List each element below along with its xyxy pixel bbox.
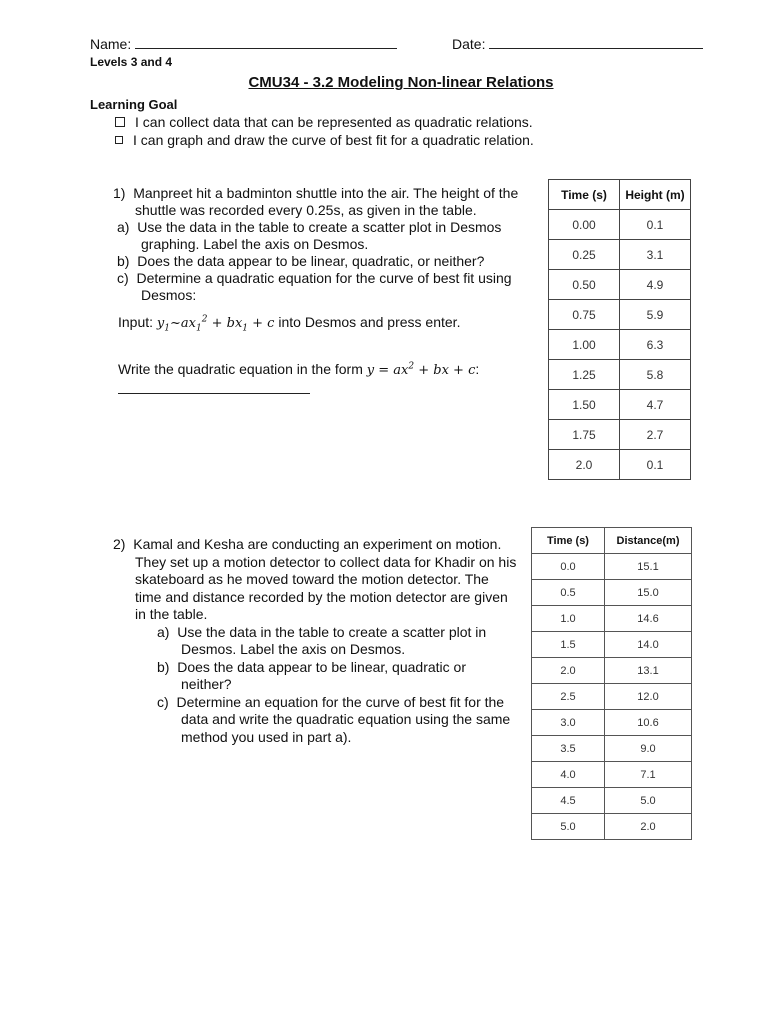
input-instruction: Input: $y_1\sim ax_1^2 + bx_1 + c$ into Desmos and press enter. (118, 314, 461, 334)
table-row: 0.0 15.1 (532, 554, 692, 580)
question-2: 2) Kamal and Kesha are conducting an experiment on motion. They set up a motion detector to collect data for Khadir on his skateboard as he moved toward the motion detector. The time and distance recorded by the motion detector are given in the table. a) Use the data in the table to create a scatter plot in Desmos. Label the axis on Desmos. b) Does the data appear to be linear, quadratic or neither? c) Determine an equation for the curve of best fit for the data and write the quadratic equation using the same method you used in part a). (113, 536, 517, 745)
table-row: 3.5 9.0 (532, 736, 692, 762)
table-row: 1.50 4.7 (549, 390, 691, 420)
table-row: 3.0 10.6 (532, 710, 692, 736)
table-2 (531, 527, 692, 840)
learning-goal-heading: Learning Goal (90, 97, 178, 112)
table-header: Time (s) (532, 528, 605, 554)
question-number: 2) (113, 536, 126, 552)
name-blank[interactable] (135, 34, 397, 49)
input-equation: $y_1\sim ax_1^2 + bx_1 + c$ (156, 314, 275, 334)
learning-goal-item: I can graph and draw the curve of best fit for a quadratic relation. (115, 132, 534, 148)
table-row: 5.0 2.0 (532, 814, 692, 840)
table-row: 1.00 6.3 (549, 330, 691, 360)
table-header: Time (s) (549, 180, 620, 210)
table-row: 4.5 5.0 (532, 788, 692, 814)
write-instruction: Write the quadratic equation in the form $y = ax^2$ + bx + c: (118, 361, 480, 378)
table-row: 1.5 14.0 (532, 632, 692, 658)
page-title: CMU34 - 3.2 Modeling Non-linear Relations (248, 74, 554, 91)
date-field (452, 34, 703, 52)
table-row: 2.0 13.1 (532, 658, 692, 684)
table-row: 0.00 0.1 (549, 210, 691, 240)
table-row: 0.75 5.9 (549, 300, 691, 330)
checkbox-icon[interactable] (115, 117, 125, 127)
table-row: 4.0 7.1 (532, 762, 692, 788)
name-label: Name: (90, 36, 132, 52)
answer-blank[interactable] (118, 393, 310, 394)
table-header: Height (m) (620, 180, 691, 210)
checkbox-icon[interactable] (115, 136, 123, 144)
table-row: 2.5 12.0 (532, 684, 692, 710)
question-1: 1) Manpreet hit a badminton shuttle into the air. The height of the shuttle was recorded every 0.25s, as given in the table. a) Use the data in the table to create a scatter plot in Desmos graphing. Label the axis on Desmos. b) Does the data appear to be linear, quadratic, or neither? c) Determine a quadratic equation for the curve of best fit using Desmos: (113, 185, 519, 303)
table-row: 2.0 0.1 (549, 450, 691, 480)
table-header: Distance(m) (605, 528, 692, 554)
standard-form-equation: $y = ax^2$ + bx + c (366, 361, 476, 378)
table-row: 0.25 3.1 (549, 240, 691, 270)
table-row: 0.50 4.9 (549, 270, 691, 300)
learning-goal-list (115, 114, 534, 150)
table-1 (548, 179, 691, 480)
date-label: Date: (452, 36, 486, 52)
table-row: 0.5 15.0 (532, 580, 692, 606)
table-row: 1.0 14.6 (532, 606, 692, 632)
question-number: 1) (113, 185, 126, 201)
learning-goal-item: I can collect data that can be represented as quadratic relations. (115, 114, 534, 130)
levels-label: Levels 3 and 4 (90, 55, 173, 69)
table-row: 1.75 2.7 (549, 420, 691, 450)
table-row: 1.25 5.8 (549, 360, 691, 390)
date-blank[interactable] (489, 34, 703, 49)
name-field (90, 34, 397, 52)
